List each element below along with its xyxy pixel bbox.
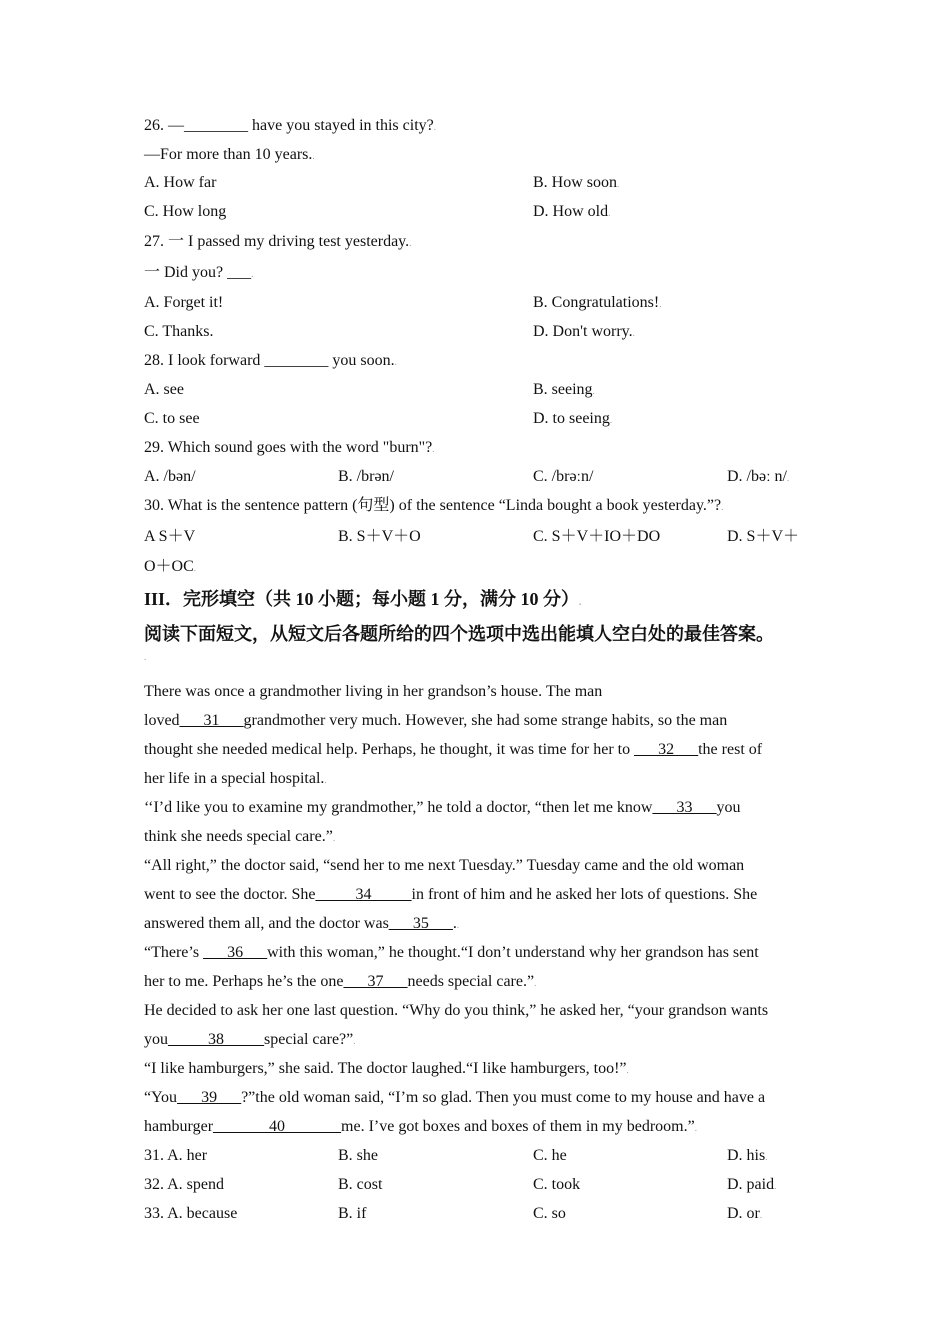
- passage-line-4: her life in a special hospital..: [144, 770, 327, 787]
- q32-option-b: B. cost: [338, 1176, 383, 1193]
- q30-option-d: D. S＋V＋: [727, 528, 800, 545]
- q26-stem: 26. —________ have you stayed in this city?.: [144, 117, 436, 134]
- blank-36: ___36___: [203, 944, 268, 961]
- q27-option-a: A. Forget it!: [144, 294, 224, 311]
- q27-option-c: C. Thanks.: [144, 323, 214, 340]
- q31-option-d: D. his.: [727, 1147, 768, 1164]
- blank-31: ___31___: [179, 712, 244, 729]
- blank-37: ___37___: [343, 973, 408, 990]
- q30-option-c: C. S＋V＋IO＋DO: [533, 528, 661, 545]
- q30-option-d-continued: O＋OC.: [144, 558, 197, 575]
- passage-line-14: “I like hamburgers,” she said. The doctor laughed.“I like hamburgers, too!”.: [144, 1060, 629, 1077]
- passage-line-5: ‘‘I’d like you to examine my grandmother,” he told a doctor, “then let me know___33___you: [144, 799, 741, 816]
- q29-stem: 29. Which sound goes with the word "burn"?.: [144, 439, 435, 456]
- q28-option-d: D. to seeing.: [533, 410, 613, 427]
- passage-line-16: hamburger_______40_______me. I’ve got boxes and boxes of them in my bedroom.”.: [144, 1118, 697, 1135]
- passage-line-12: He decided to ask her one last question. “Why do you think,” he asked her, “your grandson wants: [144, 1002, 769, 1019]
- blank-32: ___32___: [634, 741, 699, 758]
- q28-stem: 28. I look forward ________ you soon..: [144, 352, 397, 369]
- q27-reply: 一 Did you? ___.: [144, 264, 254, 281]
- q27-option-b: B. Congratulations!.: [533, 294, 662, 311]
- q28-option-a: A. see: [144, 381, 184, 398]
- q26-option-a: A. How far: [144, 174, 217, 191]
- q30-option-b: B. S＋V＋O: [338, 528, 421, 545]
- q29-option-a: A. /bən/: [144, 468, 196, 485]
- q33-option-a: 33. A. because: [144, 1205, 238, 1222]
- q27-option-d: D. Don't worry..: [533, 323, 635, 340]
- blank-33: ___33___: [652, 799, 717, 816]
- q33-option-c: C. so: [533, 1205, 566, 1222]
- q29-option-d: D. /bəː n/.: [727, 468, 790, 485]
- passage-line-3: thought she needed medical help. Perhaps, he thought, it was time for her to ___32___the rest of: [144, 741, 763, 758]
- passage-line-6: think she needs special care.”.: [144, 828, 336, 845]
- passage-line-7: “All right,” the doctor said, “send her to me next Tuesday.” Tuesday came and the old woman: [144, 857, 745, 874]
- blank-35: ___35___: [388, 915, 453, 932]
- q30-option-a: A S＋V: [144, 528, 196, 545]
- q26-option-d: D. How old.: [533, 203, 611, 220]
- blank-34: _____34_____: [315, 886, 412, 903]
- passage-line-1: There was once a grandmother living in her grandson’s house. The man: [144, 683, 603, 700]
- q29-option-b: B. /brən/: [338, 468, 394, 485]
- q32-option-c: C. took: [533, 1176, 581, 1193]
- paragraph-mark: .: [144, 652, 147, 662]
- q31-option-c: C. he: [533, 1147, 567, 1164]
- q30-stem: 30. What is the sentence pattern (句型) of the sentence “Linda bought a book yesterday.”?.: [144, 497, 724, 514]
- q33-option-b: B. if: [338, 1205, 367, 1222]
- passage-line-13: you_____38_____special care?”.: [144, 1031, 356, 1048]
- q31-option-a: 31. A. her: [144, 1147, 208, 1164]
- q32-option-a: 32. A. spend: [144, 1176, 224, 1193]
- q26-option-b: B. How soon.: [533, 174, 620, 191]
- passage-line-9: answered them all, and the doctor was___35___..: [144, 915, 460, 932]
- passage-line-8: went to see the doctor. She_____34_____in front of him and he asked her lots of questions. She: [144, 886, 758, 903]
- passage-line-10: “There’s ___36___with this woman,” he thought.“I don’t understand why her grandson has sent: [144, 944, 759, 961]
- q27-stem: 27. 一 I passed my driving test yesterday..: [144, 233, 412, 250]
- blank-40: _______40_______: [213, 1118, 342, 1135]
- q31-option-b: B. she: [338, 1147, 378, 1164]
- passage-line-11: her to me. Perhaps he’s the one___37___needs special care.”.: [144, 973, 537, 990]
- q32-option-d: D. paid.: [727, 1176, 777, 1193]
- q33-option-d: D. or.: [727, 1205, 763, 1222]
- q26-reply: —For more than 10 years..: [144, 146, 315, 163]
- q26-option-c: C. How long: [144, 203, 227, 220]
- section-instruction: 阅读下面短文，从短文后各题所给的四个选项中选出能填人空白处的最佳答案。: [144, 624, 774, 644]
- blank-38: _____38_____: [168, 1031, 264, 1048]
- q28-option-b: B. seeing.: [533, 381, 595, 398]
- q28-option-c: C. to see: [144, 410, 200, 427]
- section-title: III．完形填空（共 10 小题；每小题 1 分，满分 10 分）.: [144, 589, 582, 609]
- q29-option-c: C. /brəːn/: [533, 468, 594, 485]
- passage-line-2: loved___31___grandmother very much. However, she had some strange habits, so the man: [144, 712, 728, 729]
- blank-39: ___39___: [177, 1089, 242, 1106]
- passage-line-15: “You___39___?”the old woman said, “I’m so glad. Then you must come to my house and have a: [144, 1089, 766, 1106]
